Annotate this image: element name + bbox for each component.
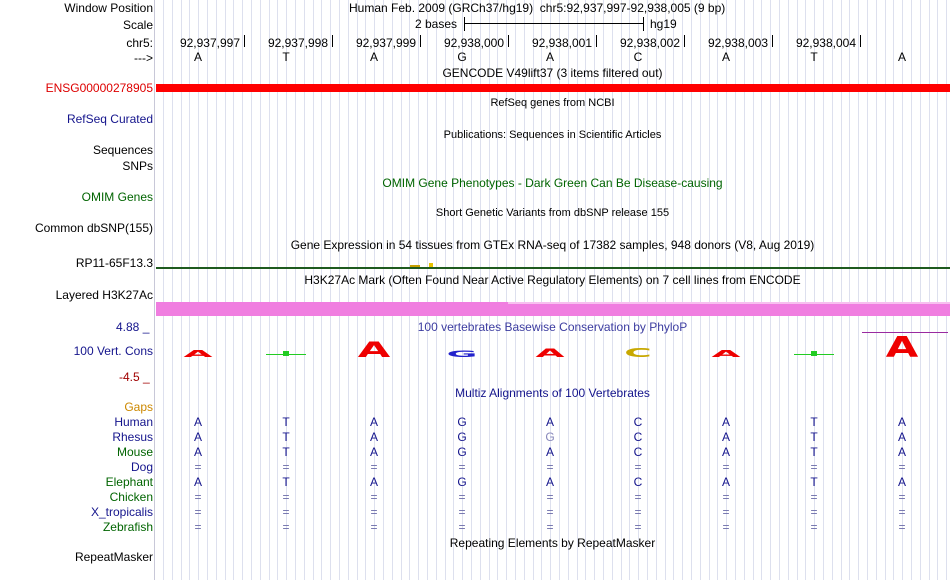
scale-bar-left-end bbox=[464, 17, 465, 31]
multiz-base: = bbox=[458, 505, 466, 519]
coordinate-tick bbox=[684, 35, 685, 47]
omim-track-label[interactable]: OMIM Genes bbox=[81, 190, 153, 204]
coordinate-label: 92,937,999 bbox=[355, 36, 416, 50]
multiz-base: = bbox=[722, 520, 730, 534]
multiz-base: = bbox=[634, 505, 642, 519]
multiz-species-label[interactable]: X_tropicalis bbox=[90, 505, 153, 519]
multiz-base: = bbox=[458, 460, 466, 474]
multiz-base: G bbox=[457, 430, 467, 444]
refseq-track-title[interactable]: RefSeq genes from NCBI bbox=[490, 97, 615, 109]
multiz-species-label[interactable]: Human bbox=[114, 415, 153, 429]
gtex-track-label[interactable]: RP11-65F13.3 bbox=[75, 256, 153, 270]
multiz-base: G bbox=[457, 415, 467, 429]
window-position-value: chr5:92,937,997-92,938,005 (9 bp) bbox=[539, 1, 726, 15]
multiz-base: A bbox=[369, 415, 378, 429]
scale-label: Scale bbox=[122, 18, 153, 32]
repeatmasker-track-label[interactable]: RepeatMasker bbox=[74, 550, 153, 564]
multiz-base: = bbox=[458, 490, 466, 504]
phylop-max-value: 4.88 _ bbox=[116, 320, 150, 334]
publications-label-snps[interactable]: SNPs bbox=[122, 159, 153, 173]
multiz-base: = bbox=[898, 490, 906, 504]
reference-base: A bbox=[369, 50, 378, 64]
reference-base: G bbox=[457, 50, 467, 64]
reference-base: A bbox=[545, 50, 554, 64]
multiz-base: = bbox=[634, 520, 642, 534]
multiz-species-label[interactable]: Dog bbox=[130, 460, 153, 474]
multiz-base: = bbox=[194, 490, 202, 504]
multiz-base: A bbox=[897, 430, 906, 444]
multiz-base: = bbox=[370, 505, 378, 519]
coordinate-label: 92,937,998 bbox=[267, 36, 328, 50]
repeatmasker-track-title[interactable]: Repeating Elements by RepeatMasker bbox=[449, 536, 656, 550]
multiz-species-label[interactable]: Elephant bbox=[105, 475, 153, 489]
multiz-base: A bbox=[545, 415, 554, 429]
multiz-base: C bbox=[633, 475, 643, 489]
phylop-letter: C bbox=[624, 345, 652, 360]
multiz-species-label[interactable]: Zebrafish bbox=[102, 520, 153, 534]
multiz-base: = bbox=[722, 490, 730, 504]
multiz-base: C bbox=[633, 430, 643, 444]
multiz-base: A bbox=[897, 415, 906, 429]
multiz-base: A bbox=[721, 475, 730, 489]
multiz-base: = bbox=[282, 520, 290, 534]
multiz-track-title[interactable]: Multiz Alignments of 100 Vertebrates bbox=[455, 386, 650, 400]
coordinate-tick bbox=[420, 35, 421, 47]
multiz-base: A bbox=[193, 445, 202, 459]
assembly-name: Human Feb. 2009 (GRCh37/hg19) bbox=[349, 1, 534, 15]
omim-track-title[interactable]: OMIM Gene Phenotypes - Dark Green Can Be Disease-causing bbox=[382, 176, 723, 190]
multiz-base: T bbox=[282, 475, 290, 489]
multiz-base: = bbox=[282, 460, 290, 474]
reference-base: A bbox=[721, 50, 730, 64]
h3k27ac-track-title[interactable]: H3K27Ac Mark (Often Found Near Active Regulatory Elements) on 7 cell lines from ENCODE bbox=[304, 273, 801, 287]
multiz-base: = bbox=[194, 520, 202, 534]
multiz-species-label[interactable]: Rhesus bbox=[112, 430, 153, 444]
multiz-base: = bbox=[194, 505, 202, 519]
phylop-letter: A bbox=[183, 348, 213, 360]
phylop-letter bbox=[283, 351, 289, 356]
coordinate-tick bbox=[596, 35, 597, 47]
coordinate-label: 92,938,001 bbox=[531, 36, 592, 50]
coordinate-label: 92,937,997 bbox=[179, 36, 240, 50]
multiz-base: A bbox=[193, 475, 202, 489]
phylop-track-title[interactable]: 100 vertebrates Basewise Conservation by PhyloP bbox=[417, 320, 688, 334]
multiz-base: = bbox=[810, 460, 818, 474]
multiz-base: A bbox=[193, 430, 202, 444]
publications-track-title[interactable]: Publications: Sequences in Scientific Articles bbox=[443, 129, 662, 141]
dbsnp-track-title[interactable]: Short Genetic Variants from dbSNP release 155 bbox=[435, 207, 670, 219]
phylop-letter: A bbox=[885, 331, 919, 360]
multiz-base: A bbox=[193, 415, 202, 429]
gtex-expression-mark bbox=[410, 265, 420, 267]
gencode-gene-bar[interactable] bbox=[156, 84, 950, 92]
multiz-base: A bbox=[897, 445, 906, 459]
assembly-text bbox=[349, 1, 725, 15]
phylop-logo[interactable] bbox=[0, 330, 950, 360]
reference-base: C bbox=[633, 50, 643, 64]
multiz-base: = bbox=[546, 460, 554, 474]
multiz-base: A bbox=[721, 445, 730, 459]
window-position-label: Window Position bbox=[64, 1, 153, 15]
multiz-base: T bbox=[810, 430, 818, 444]
dbsnp-track-label[interactable]: Common dbSNP(155) bbox=[34, 221, 153, 235]
multiz-base: C bbox=[633, 445, 643, 459]
multiz-base: T bbox=[282, 430, 290, 444]
multiz-base: G bbox=[457, 475, 467, 489]
multiz-base: A bbox=[369, 475, 378, 489]
phylop-min-value: -4.5 _ bbox=[119, 370, 150, 384]
multiz-base: G bbox=[457, 445, 467, 459]
phylop-letter: A bbox=[535, 346, 565, 360]
multiz-base: = bbox=[194, 460, 202, 474]
multiz-base: = bbox=[898, 520, 906, 534]
multiz-base: = bbox=[810, 490, 818, 504]
reference-base: A bbox=[193, 50, 202, 64]
multiz-base: = bbox=[546, 520, 554, 534]
multiz-base: = bbox=[546, 505, 554, 519]
multiz-base: A bbox=[369, 430, 378, 444]
coordinate-label: 92,938,004 bbox=[795, 36, 856, 50]
multiz-gaps-label[interactable]: Gaps bbox=[124, 400, 153, 414]
multiz-base: = bbox=[722, 460, 730, 474]
multiz-species-label[interactable]: Chicken bbox=[109, 490, 153, 504]
coordinate-label: 92,938,000 bbox=[443, 36, 504, 50]
multiz-base: T bbox=[282, 445, 290, 459]
multiz-base: = bbox=[282, 490, 290, 504]
multiz-base: A bbox=[897, 475, 906, 489]
coordinate-tick bbox=[508, 35, 509, 47]
multiz-base: = bbox=[634, 460, 642, 474]
multiz-base: = bbox=[810, 520, 818, 534]
coordinate-tick bbox=[244, 35, 245, 47]
refseq-track-label[interactable]: RefSeq Curated bbox=[66, 112, 153, 126]
strand-label: ---> bbox=[134, 51, 153, 65]
publications-label-sequences[interactable]: Sequences bbox=[92, 143, 153, 157]
multiz-base: A bbox=[369, 445, 378, 459]
multiz-base: T bbox=[810, 445, 818, 459]
phylop-letter: G bbox=[446, 349, 478, 360]
multiz-base: = bbox=[370, 460, 378, 474]
phylop-letter: A bbox=[357, 337, 391, 360]
reference-base: A bbox=[897, 50, 906, 64]
phylop-letter: A bbox=[711, 348, 741, 360]
h3k27ac-signal[interactable] bbox=[156, 302, 950, 316]
multiz-base: A bbox=[545, 445, 554, 459]
scale-text: 2 bases bbox=[415, 17, 458, 31]
coordinate-tick bbox=[772, 35, 773, 47]
chrom-label: chr5: bbox=[126, 36, 153, 50]
coordinate-tick bbox=[332, 35, 333, 47]
gtex-track-title[interactable]: Gene Expression in 54 tissues from GTEx RNA-seq of 17382 samples, 948 donors (V8, Aug 2019) bbox=[290, 238, 815, 252]
scale-bar bbox=[464, 23, 644, 24]
multiz-base: G bbox=[545, 430, 555, 444]
gencode-item-label[interactable]: ENSG00000278905 bbox=[45, 81, 153, 95]
coordinate-tick bbox=[860, 35, 861, 47]
multiz-base: = bbox=[282, 505, 290, 519]
gtex-expression-line[interactable] bbox=[156, 267, 950, 269]
multiz-base: C bbox=[633, 415, 643, 429]
phylop-track-label[interactable]: 100 Vert. Cons bbox=[73, 344, 153, 358]
multiz-species-label[interactable]: Mouse bbox=[116, 445, 153, 459]
multiz-base: A bbox=[545, 475, 554, 489]
gencode-track-title[interactable]: GENCODE V49lift37 (3 items filtered out) bbox=[442, 66, 663, 80]
coordinate-label: 92,938,002 bbox=[619, 36, 680, 50]
multiz-base: = bbox=[722, 505, 730, 519]
multiz-base: = bbox=[546, 490, 554, 504]
reference-base: T bbox=[282, 50, 290, 64]
multiz-base: T bbox=[810, 415, 818, 429]
multiz-base: A bbox=[721, 415, 730, 429]
coordinate-label: 92,938,003 bbox=[707, 36, 768, 50]
scale-bar-right-end bbox=[643, 17, 644, 31]
reference-base: T bbox=[810, 50, 818, 64]
multiz-base: = bbox=[898, 505, 906, 519]
h3k27ac-track-label[interactable]: Layered H3K27Ac bbox=[55, 288, 153, 302]
scale-db: hg19 bbox=[650, 17, 677, 31]
multiz-base: = bbox=[634, 490, 642, 504]
multiz-base: T bbox=[282, 415, 290, 429]
multiz-base: = bbox=[370, 520, 378, 534]
h3k27ac-signal-top bbox=[508, 302, 950, 304]
multiz-base: = bbox=[898, 460, 906, 474]
multiz-base: = bbox=[370, 490, 378, 504]
multiz-base: = bbox=[458, 520, 466, 534]
phylop-letter bbox=[811, 351, 817, 356]
label-separator bbox=[154, 0, 155, 580]
gtex-expression-dot bbox=[429, 263, 433, 267]
multiz-base: T bbox=[810, 475, 818, 489]
multiz-base: = bbox=[810, 505, 818, 519]
multiz-base: A bbox=[721, 430, 730, 444]
